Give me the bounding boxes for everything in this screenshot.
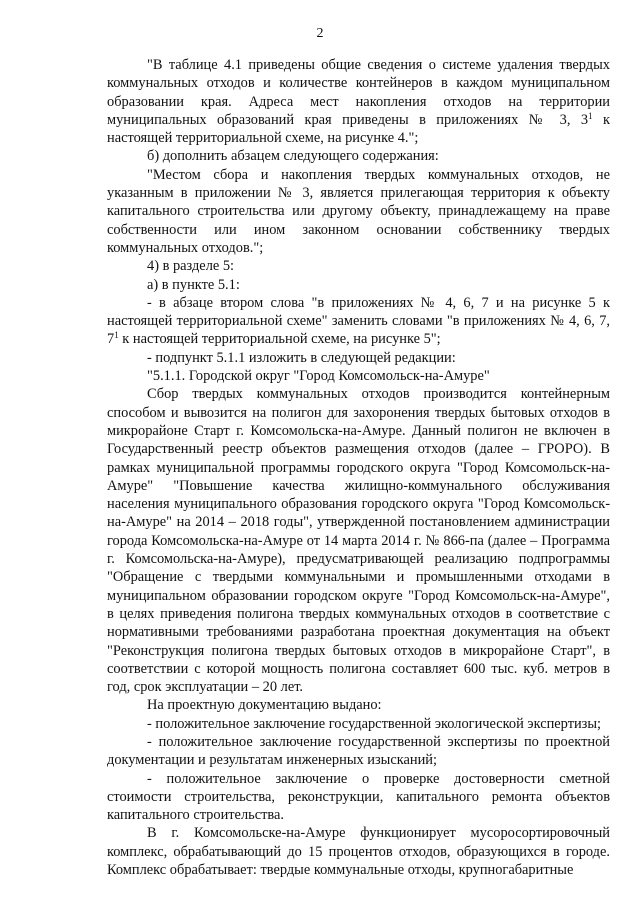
paragraph-heading-5-1-1: "5.1.1. Городской округ "Город Комсомольск-на-Амуре" (147, 368, 490, 385)
paragraph-section-5: 4) в разделе 5: (147, 258, 235, 275)
paragraph-second-abzac: - в абзаце втором слова "в приложениях № 4, 6, 7 и на рисунке 5 к настоящей территориальной схеме" заменить словами "в приложениях № 4, 6, 7, $7^1$ к настоящей территориальной схеме, на рисунке 5"; (107, 294, 610, 348)
paragraph-ecological-expertise: - положительное заключение государственной экологической экспертизы; (147, 715, 602, 732)
paragraph-item-b: б) дополнить абзацем следующего содержания: (147, 148, 439, 165)
paragraph-documentation-issued: На проектную документацию выдано: (147, 697, 382, 714)
paragraph-collection-place: "Местом сбора и накопления твердых коммунальных отходов, не указанным в приложении № 3, является прилегающая территория к объекту капитального строительства или другому объекту, принадлежащему на праве собственности или ином законном основании собственнику твердых коммунальных отходов."; (107, 166, 610, 256)
paragraph-cost-verification: - положительное заключение о проверке достоверности сметной стоимости строительства, реконструкции, капитального ремонта объектов капитального строительства. (107, 770, 610, 824)
paragraph-subpoint-5-1-1: - подпункт 5.1.1 изложить в следующей редакции: (147, 349, 456, 366)
paragraph-waste-collection: Сбор твердых коммунальных отходов производится контейнерным способом и вывозится на полигон для захоронения твердых бытовых отходов в микрорайоне Старт г. Комсомольска-на-Амуре. Данный полигон не включен в Государственный реестр объектов размещения отходов (далее – ГРОРО). В рамках муниципальной программы городского округа "Город Комсомольск-на-Амуре" "Повышение качества жилищно-коммунального обслуживания населения муниципального образования городского округа "Город Комсомольск-на-Амуре" на 2014 – 2018 годы", утвержденной постановлением администрации города Комсомольска-на-Амуре от 14 марта 2014 г. № 866-па (далее – Программа г. Комсомольска-на-Амуре), предусматривающей реализацию подпрограммы "Обращение с твердыми коммунальными и промышленными отходами в муниципальном образовании городском округе "Город Комсомольск-на-Амуре", в целях приведения полигона твердых коммунальных отходов в соответствие с нормативными требованиями разработана проектная документация на объект "Реконструкция полигона твердых бытовых отходов в микрорайоне Старт", в соответствии с которой мощность полигона составляет 600 тыс. куб. метров в год, срок эксплуатации – 20 лет. (107, 386, 610, 696)
page-number: 2 (316, 26, 324, 41)
document-body (107, 56, 610, 879)
paragraph-table-4-1: "В таблице 4.1 приведены общие сведения о системе удаления твердых коммунальных отходов и количестве контейнеров в каждом муниципальном образовании края. Адреса мест накопления отходов на территории муниципальных образований края приведены в приложениях № 3, $3^1$ к настоящей территориальной схеме, на рисунке 4."; (107, 57, 611, 147)
paragraph-state-expertise: - положительное заключение государственной экспертизы по проектной документации и результатам инженерных изысканий; (107, 733, 610, 769)
paragraph-point-5-1: а) в пункте 5.1: (147, 276, 240, 293)
paragraph-sorting-complex: В г. Комсомольске-на-Амуре функционирует мусоросортировочный комплекс, обрабатывающий до 15 процентов отходов, образующихся в городе. Комплекс обрабатывает: твердые коммунальные отходы, крупногабаритные (107, 825, 610, 879)
